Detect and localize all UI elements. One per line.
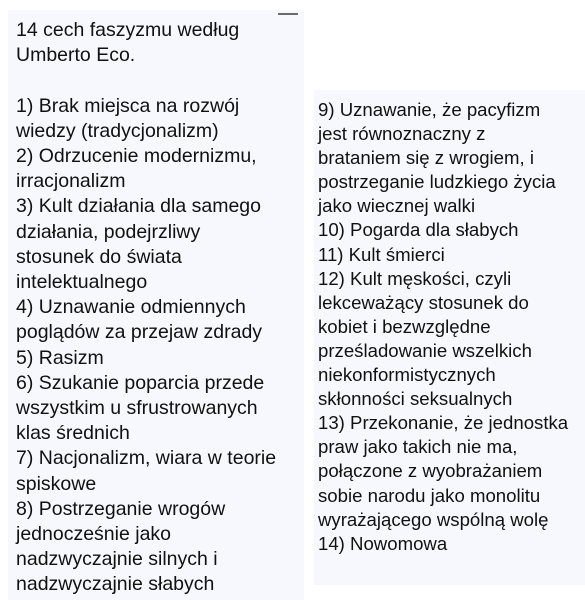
left-column-text: 14 cech faszyzmu według Umberto Eco. 1) Brak miejsca na rozwój wiedzy (tradycjonalizm) 2) Odrzucenie modernizmu, irracjonalizm 3) Kult działania dla samego działania, podejrzliwy stosunek do świata intelektualnego 4) Uznawanie odmiennych poglądów za przejaw zdrady 5) Rasizm 6) Szukanie poparcia przede wszystkim u sfrustrowanych klas średnich 7) Nacjonalizm, wiara w teorie spiskowe 8) Postrzeganie wrogów jednocześnie jako nadzwyczajnie silnych i nadzwyczajnie słabych [16,19,277,596]
top-divider-line [278,13,298,15]
right-column-text: 9) Uznawanie, że pacyfizm jest równoznaczny z brataniem się z wrogiem, i postrzeganie ludzkiego życia jako wiecznej walki 10) Pogarda dla słabych 11) Kult śmierci 12) Kult męskości, czyli lekceważący stosunek do kobiet i bezwzględne prześladowanie wszelkich niekonformistycznych skłonności seksualnych 13) Przekonanie, że jednostka praw jako takich nie ma, połączone z wyobrażaniem sobie narodu jako monolitu wyrażającego wspólną wolę 14) Nowomowa [318,99,569,554]
